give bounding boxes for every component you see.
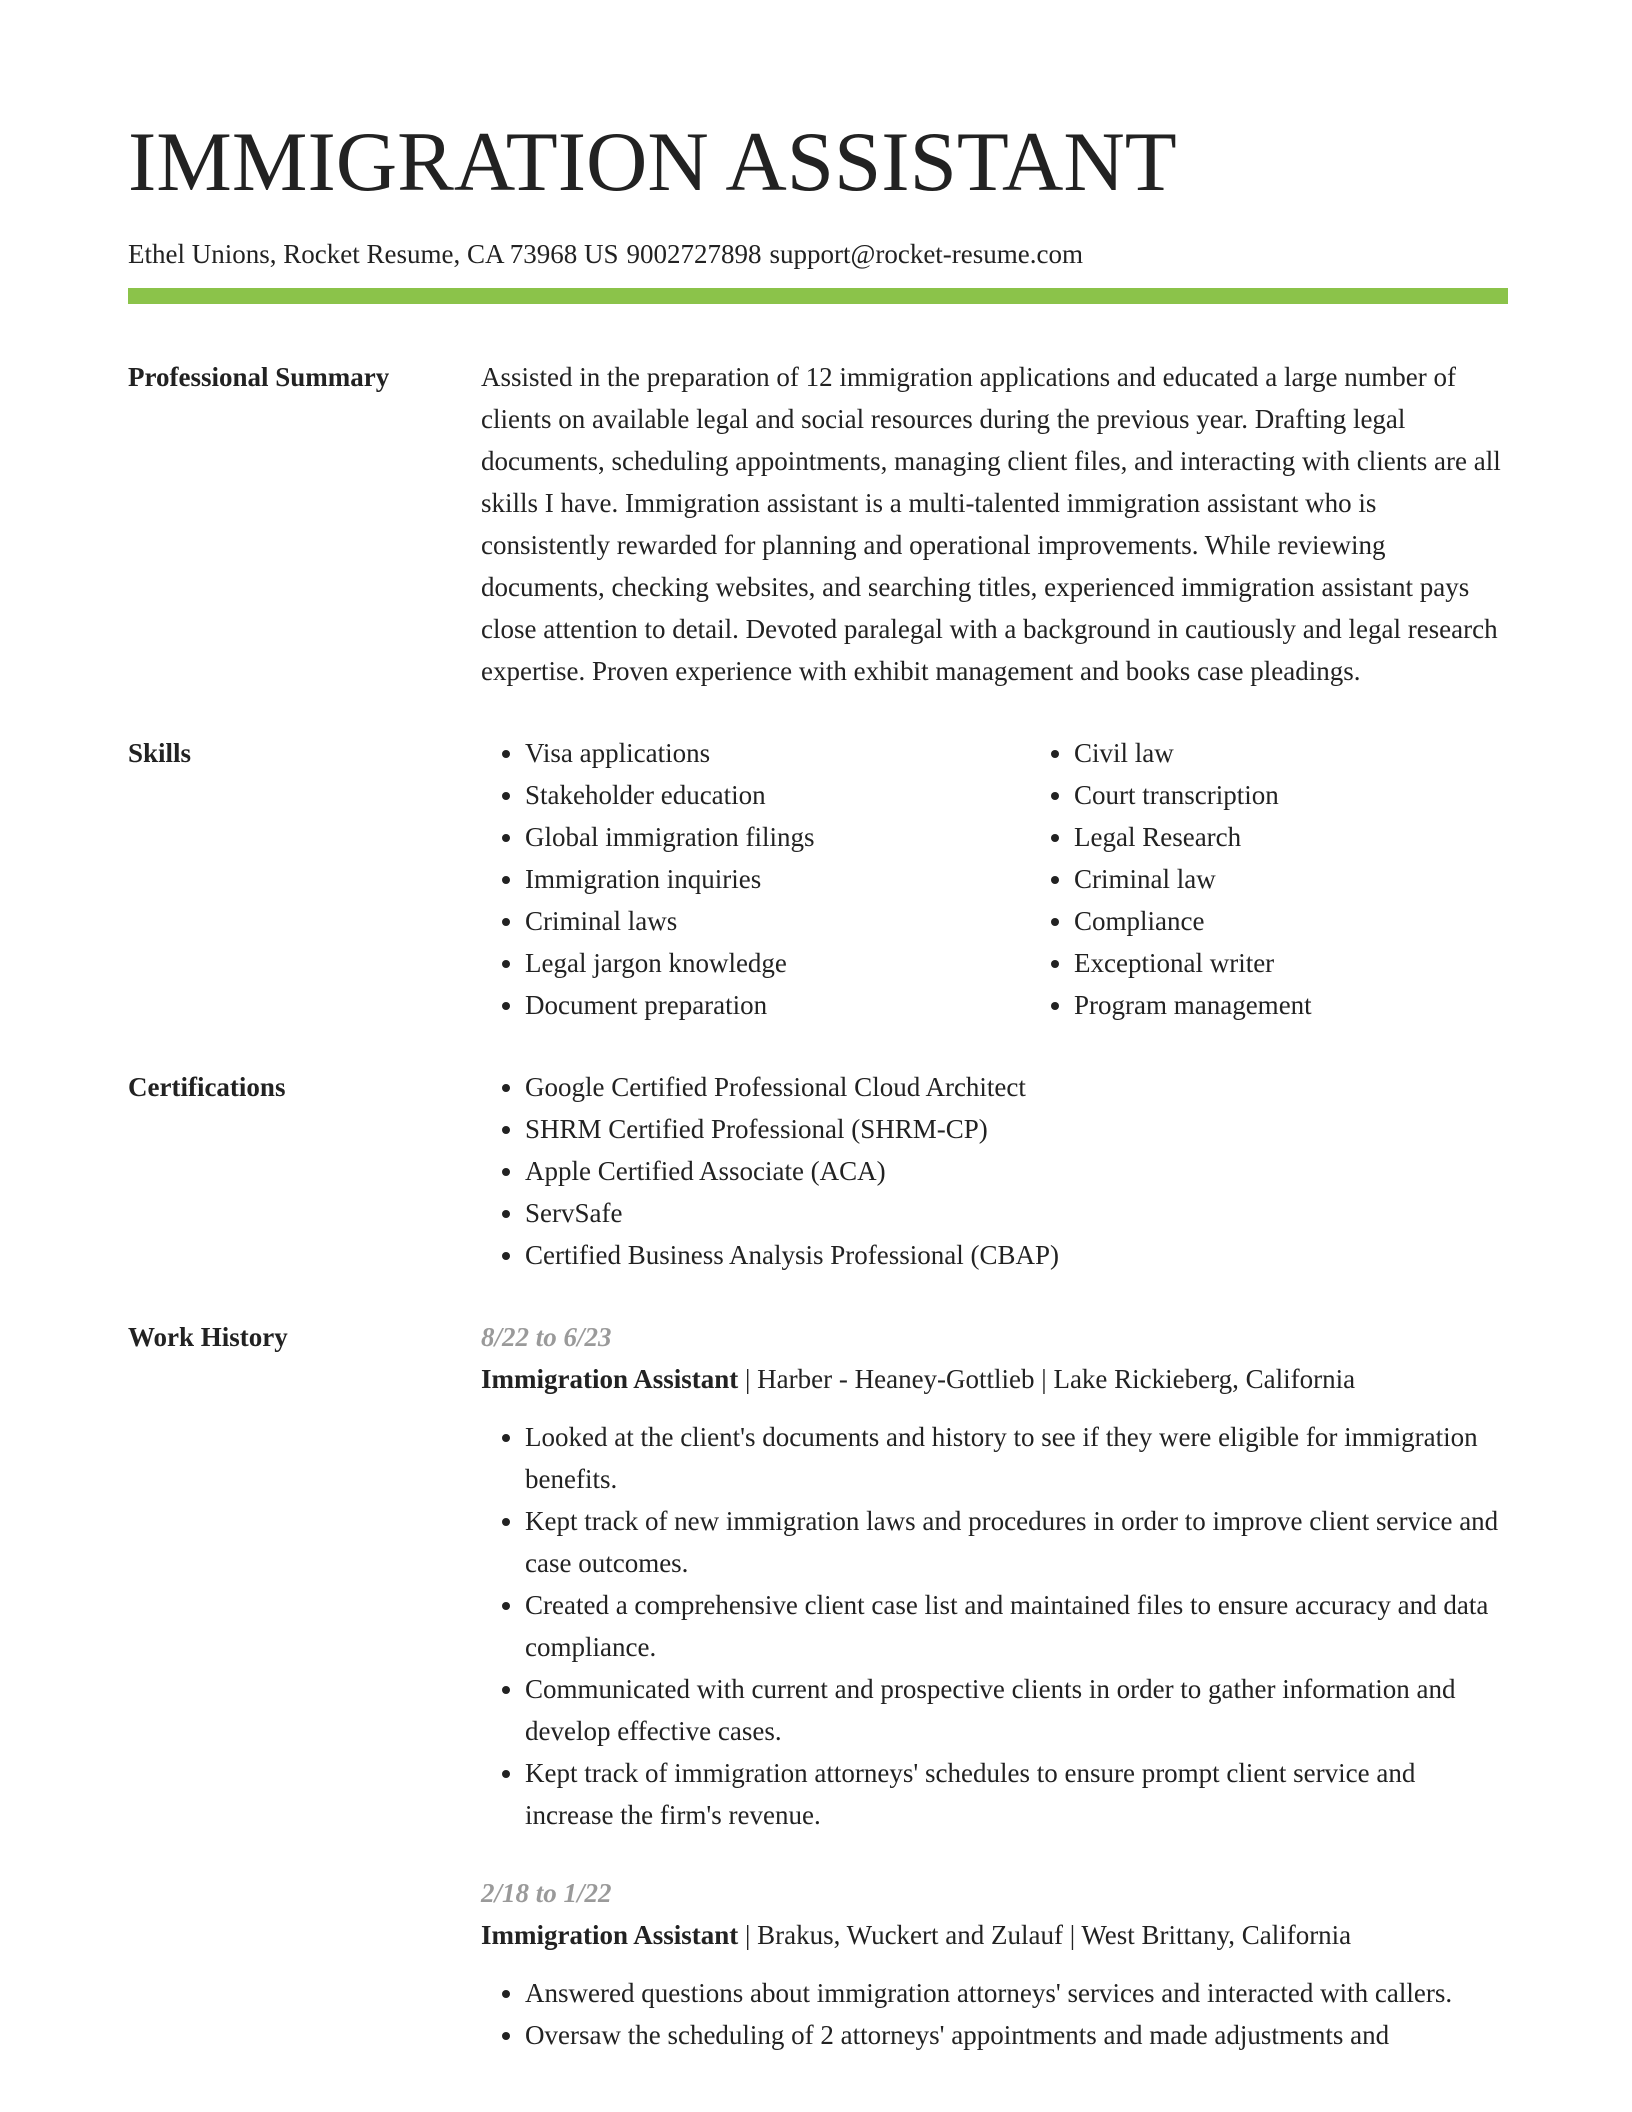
job-details: | Harber - Heaney-Gottlieb | Lake Rickieberg, California bbox=[745, 1364, 1356, 1394]
certification-item: • Certified Business Analysis Professional (CBAP) bbox=[525, 1234, 1508, 1276]
resume-title: IMMIGRATION ASSISTANT bbox=[128, 115, 1177, 209]
work-history-section bbox=[128, 1316, 1508, 2092]
skill-item: • Program management bbox=[1074, 984, 1579, 1026]
job-details: | Brakus, Wuckert and Zulauf | West Brittany, California bbox=[745, 1920, 1352, 1950]
section-title: Work History bbox=[128, 1322, 288, 1352]
skill-item: • Court transcription bbox=[1074, 774, 1579, 816]
skill-item: • Criminal laws bbox=[525, 900, 1030, 942]
skill-item: • Criminal law bbox=[1074, 858, 1579, 900]
job-bullet: • Oversaw the scheduling of 2 attorneys' appointments and made adjustments and bbox=[525, 2014, 1508, 2056]
contact-line bbox=[128, 234, 1508, 274]
certification-item: • Apple Certified Associate (ACA) bbox=[525, 1150, 1508, 1192]
skill-item: • Legal jargon knowledge bbox=[525, 942, 1030, 984]
job-bullet: • Created a comprehensive client case list and maintained files to ensure accuracy and data compliance. bbox=[525, 1584, 1508, 1668]
skills-list-left bbox=[481, 732, 1030, 1026]
job-role: Immigration Assistant bbox=[481, 1920, 739, 1950]
job-bullet: • Kept track of new immigration laws and procedures in order to improve client service and case outcomes. bbox=[525, 1500, 1508, 1584]
contact-address: Ethel Unions, Rocket Resume, CA 73968 US bbox=[128, 239, 619, 269]
certifications-section bbox=[128, 1066, 1508, 1276]
summary-section bbox=[128, 356, 1508, 692]
certification-item: • ServSafe bbox=[525, 1192, 1508, 1234]
certifications-list bbox=[481, 1066, 1508, 1276]
job-dates: 8/22 to 6/23 bbox=[481, 1322, 612, 1352]
contact-email: support@rocket-resume.com bbox=[769, 239, 1084, 269]
skill-item: • Legal Research bbox=[1074, 816, 1579, 858]
skill-item: • Immigration inquiries bbox=[525, 858, 1030, 900]
job-entry bbox=[481, 1872, 1508, 2056]
skill-item: • Visa applications bbox=[525, 732, 1030, 774]
certification-item: • Google Certified Professional Cloud Architect bbox=[525, 1066, 1508, 1108]
job-bullet: • Communicated with current and prospective clients in order to gather information and develop effective cases. bbox=[525, 1668, 1508, 1752]
job-heading bbox=[481, 1914, 1508, 1956]
resume-page bbox=[128, 115, 1508, 2092]
section-title: Skills bbox=[128, 738, 192, 768]
skill-item: • Document preparation bbox=[525, 984, 1030, 1026]
skill-item: • Compliance bbox=[1074, 900, 1579, 942]
skill-item: • Civil law bbox=[1074, 732, 1579, 774]
section-title: Certifications bbox=[128, 1072, 286, 1102]
job-dates: 2/18 to 1/22 bbox=[481, 1878, 612, 1908]
summary-text: Assisted in the preparation of 12 immigration applications and educated a large number of clients on available legal and social resources during the previous year. Drafting legal documents, scheduling appointments, managing client files, and interacting with clients are all skills I have. Immigration assistant is a multi-talented immigration assistant who is consistently rewarded for planning and operational improvements. While reviewing documents, checking websites, and searching titles, experienced immigration assistant pays close attention to detail. Devoted paralegal with a background in cautiously and legal research expertise. Proven experience with exhibit management and books case pleadings. bbox=[481, 362, 1501, 686]
skills-section bbox=[128, 732, 1508, 1026]
certification-item: • SHRM Certified Professional (SHRM-CP) bbox=[525, 1108, 1508, 1150]
job-bullet: • Kept track of immigration attorneys' schedules to ensure prompt client service and increase the firm's revenue. bbox=[525, 1752, 1508, 1836]
job-bullet: • Looked at the client's documents and history to see if they were eligible for immigration benefits. bbox=[525, 1416, 1508, 1500]
job-bullets bbox=[481, 1416, 1508, 1836]
skill-item: • Exceptional writer bbox=[1074, 942, 1579, 984]
section-title: Professional Summary bbox=[128, 362, 390, 392]
job-role: Immigration Assistant bbox=[481, 1364, 739, 1394]
job-bullets bbox=[481, 1972, 1508, 2056]
job-entry bbox=[481, 1316, 1508, 1836]
skills-list-right bbox=[1030, 732, 1579, 1026]
contact-phone: 9002727898 bbox=[626, 239, 762, 269]
job-heading bbox=[481, 1358, 1508, 1400]
accent-divider bbox=[128, 288, 1508, 304]
job-bullet: • Answered questions about immigration attorneys' services and interacted with callers. bbox=[525, 1972, 1508, 2014]
skill-item: • Stakeholder education bbox=[525, 774, 1030, 816]
skill-item: • Global immigration filings bbox=[525, 816, 1030, 858]
